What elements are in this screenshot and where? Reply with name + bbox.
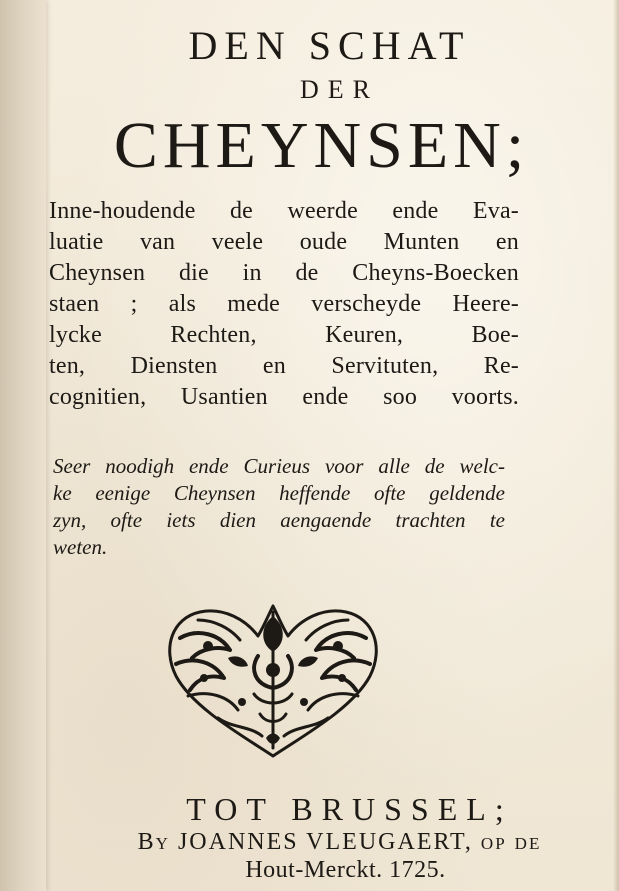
description-line: cognitien, Usantien ende soo voorts. <box>49 384 519 410</box>
title-line-3: CHEYNSEN; <box>113 109 530 182</box>
imprint-location-year: Hout-Merckt. 1725. <box>245 857 446 883</box>
description-line: ten, Diensten en Servituten, Re- <box>49 353 519 379</box>
title-line-1: DEN SCHAT <box>188 23 471 68</box>
description-line: luatie van veele oude Munten en <box>49 229 519 255</box>
imprint-printer: By JOANNES VLEUGAERT, op de <box>137 829 542 855</box>
note-line: weten. <box>53 535 108 559</box>
note-block <box>53 453 505 561</box>
description-block <box>49 196 519 413</box>
description-line: Inne-houdende de weerde ende Eva- <box>49 198 519 224</box>
note-line: ke eenige Cheynsen heffende ofte geldende <box>53 481 505 505</box>
description-line: staen ; als mede verscheyde Heere- <box>49 291 519 317</box>
description-line: Cheynsen die in de Cheyns-Boecken <box>49 260 519 286</box>
floral-ornament-icon <box>158 598 388 760</box>
imprint-place: TOT BRUSSEL; <box>186 791 513 827</box>
note-line: Seer noodigh ende Curieus voor alle de welc- <box>53 454 505 478</box>
description-line: lycke Rechten, Keuren, Boe- <box>49 322 519 348</box>
note-line: zyn, ofte iets dien aengaende trachten te <box>53 508 505 532</box>
title-line-2: DER <box>300 75 379 104</box>
